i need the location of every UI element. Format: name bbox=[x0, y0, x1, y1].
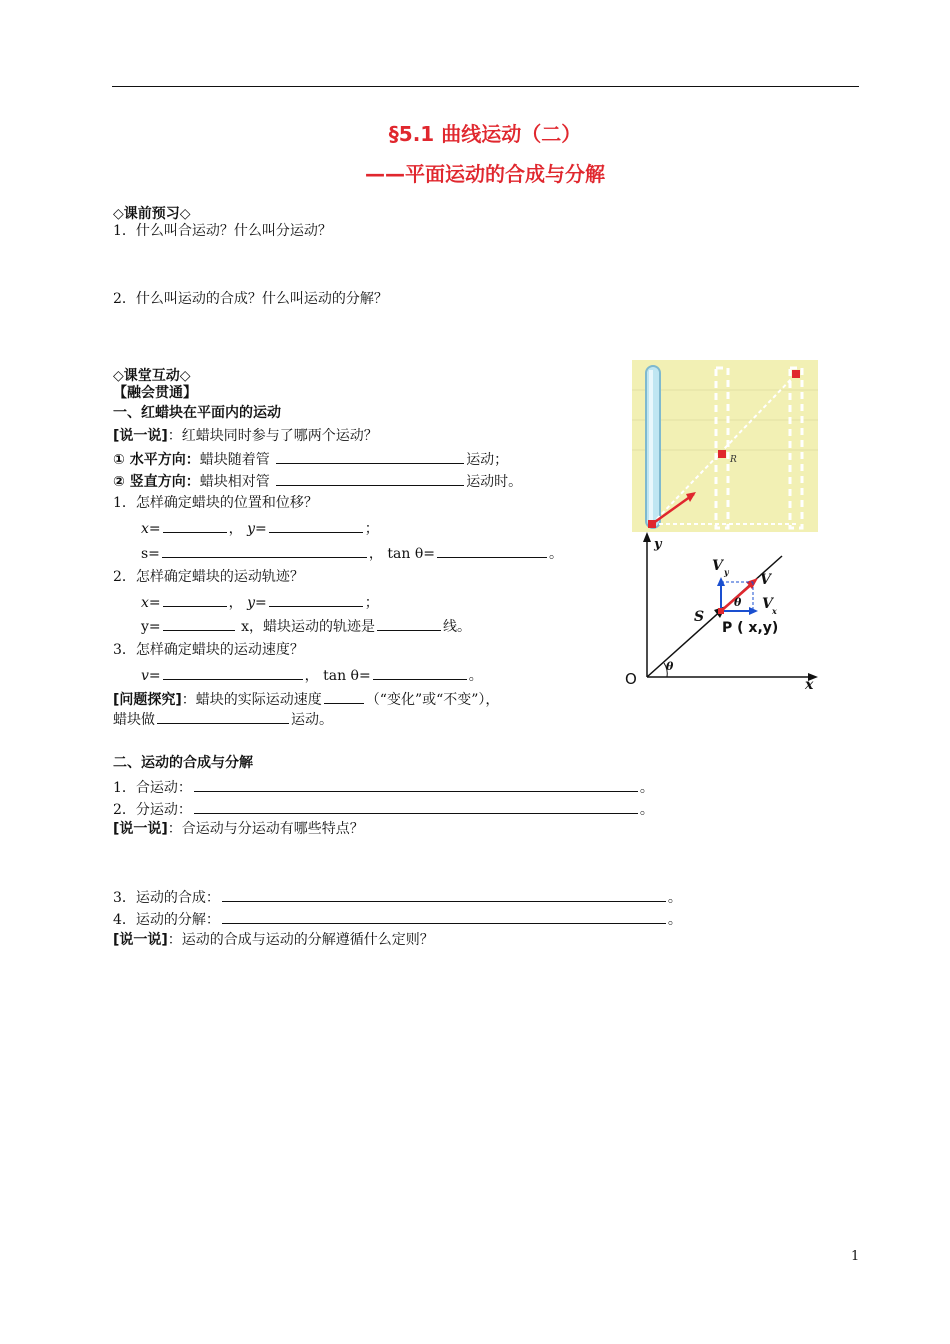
preview-q2: 2．什么叫运动的合成？什么叫运动的分解？ bbox=[113, 291, 388, 307]
say2-line bbox=[113, 820, 364, 838]
say3-text: ：运动的合成与运动的分解遵循什么定则？ bbox=[167, 932, 434, 948]
q3-v-label: v= bbox=[141, 668, 161, 684]
horizontal-text: 蜡块随着管 bbox=[199, 452, 270, 468]
q1-y-blank[interactable] bbox=[269, 518, 363, 533]
header-rule bbox=[112, 86, 859, 87]
q1-y-label: y= bbox=[247, 521, 267, 537]
q2-xy-line: x= ， y= ； bbox=[141, 592, 379, 612]
say3-line bbox=[113, 931, 434, 949]
vertical-direction-line bbox=[113, 471, 522, 491]
preview-q1: 1．什么叫合运动？什么叫分运动？ bbox=[113, 223, 332, 239]
explore-blank[interactable] bbox=[324, 689, 364, 704]
classroom-heading: ◇课堂互动◇ bbox=[113, 368, 191, 384]
explore-line2 bbox=[113, 709, 333, 729]
q2-path-blank[interactable] bbox=[377, 616, 441, 631]
q2-path-text: x，蜡块运动的轨迹是 bbox=[241, 619, 375, 635]
horizontal-label: ① 水平方向： bbox=[113, 452, 200, 468]
page-subtitle: ——平面运动的合成与分解 bbox=[365, 162, 605, 186]
q3-v-blank[interactable] bbox=[163, 665, 303, 680]
q2-y-label: y= bbox=[247, 595, 267, 611]
figure-label-x: x bbox=[805, 677, 814, 692]
vertical-text: 蜡块相对管 bbox=[199, 474, 270, 490]
say1-tag: [说一说] bbox=[113, 428, 168, 444]
q2-y-blank[interactable] bbox=[269, 592, 363, 607]
say2-tag: [说一说] bbox=[113, 821, 168, 837]
section2-title: 二、运动的合成与分解 bbox=[113, 755, 253, 771]
q2-y2-label: y= bbox=[141, 619, 161, 635]
item1-label: 1．合运动： bbox=[113, 780, 192, 796]
figure-label-s: S bbox=[694, 609, 705, 625]
vertical-end: 运动时。 bbox=[466, 474, 523, 490]
page-number: 1 bbox=[851, 1249, 860, 1264]
say1-line bbox=[113, 427, 378, 445]
figure-label-p: P ( x,y) bbox=[722, 620, 779, 636]
say1-text: ：红蜡块同时参与了哪两个运动？ bbox=[167, 428, 378, 444]
horizontal-end: 运动； bbox=[466, 452, 509, 468]
q1-tan-blank[interactable] bbox=[437, 543, 547, 558]
item2-label: 2．分运动： bbox=[113, 802, 192, 818]
classroom-subheading: 【融会贯通】 bbox=[113, 385, 197, 401]
page-title: §5.1 曲线运动（二） bbox=[388, 122, 582, 146]
figure-label-v: V bbox=[760, 572, 771, 588]
figure-label-origin: O bbox=[625, 670, 637, 688]
section1-title: 一、红蜡块在平面内的运动 bbox=[113, 405, 281, 421]
q2-end: 线。 bbox=[443, 619, 471, 635]
figure-label-vx: V bbox=[762, 596, 773, 612]
explore-line2-blank[interactable] bbox=[157, 709, 289, 724]
figure-label-theta: θ bbox=[666, 660, 674, 673]
horizontal-blank[interactable] bbox=[276, 449, 464, 464]
section2-item4: 4．运动的分解： 。 bbox=[113, 909, 682, 929]
q1-x-blank[interactable] bbox=[163, 518, 227, 533]
vertical-label: ② 竖直方向： bbox=[113, 474, 200, 490]
q1-x-label: x= bbox=[141, 521, 161, 537]
item2-blank[interactable] bbox=[194, 799, 638, 814]
item1-blank[interactable] bbox=[194, 777, 638, 792]
q1-tan-label: tan θ= bbox=[387, 546, 435, 562]
section2-item2: 2．分运动： 。 bbox=[113, 799, 654, 819]
explore-line bbox=[113, 689, 499, 709]
item3-blank[interactable] bbox=[222, 887, 666, 902]
item3-label: 3．运动的合成： bbox=[113, 890, 220, 906]
explore-line2-end: 运动。 bbox=[291, 712, 333, 728]
q1-xy-line: x= ， y= ； bbox=[141, 518, 379, 538]
say2-text: ：合运动与分运动有哪些特点？ bbox=[167, 821, 364, 837]
figure-label-r: R bbox=[730, 455, 737, 465]
wax-block-tube-illustration bbox=[632, 360, 818, 532]
figure-label-y: y bbox=[654, 537, 662, 552]
q2-path-line bbox=[141, 616, 471, 636]
figure-label-vy: V bbox=[712, 558, 723, 574]
q3-tan-blank[interactable] bbox=[373, 665, 467, 680]
q2-trajectory: 2．怎样确定蜡块的运动轨迹？ bbox=[113, 569, 304, 585]
say3-tag: [说一说] bbox=[113, 932, 168, 948]
figure-label-theta-small: θ bbox=[734, 596, 742, 609]
vertical-blank[interactable] bbox=[276, 471, 464, 486]
figure-label-vy-sub: y bbox=[724, 567, 729, 577]
explore-tag: [问题探究] bbox=[113, 692, 182, 708]
explore-options: （“变化”或“不变”）， bbox=[365, 692, 500, 708]
q2-x-blank[interactable] bbox=[163, 592, 227, 607]
q3-velocity: 3．怎样确定蜡块的运动速度？ bbox=[113, 642, 304, 658]
q1-position: 1．怎样确定蜡块的位置和位移？ bbox=[113, 495, 318, 511]
q3-v-line: v= ， tan θ= 。 bbox=[141, 665, 483, 685]
figure-label-vx-sub: x bbox=[772, 606, 777, 616]
section2-item3: 3．运动的合成： 。 bbox=[113, 887, 682, 907]
q1-s-label: s= bbox=[141, 546, 160, 562]
explore-line2-text: 蜡块做 bbox=[113, 712, 155, 728]
q3-tan-label: tan θ= bbox=[323, 668, 371, 684]
preview-heading: ◇课前预习◇ bbox=[113, 206, 191, 222]
explore-text: ：蜡块的实际运动速度 bbox=[181, 692, 322, 708]
item4-blank[interactable] bbox=[222, 909, 666, 924]
horizontal-direction-line bbox=[113, 449, 508, 469]
q1-s-blank[interactable] bbox=[162, 543, 367, 558]
vector-diagram bbox=[622, 532, 822, 692]
q1-s-line: s= ， tan θ= 。 bbox=[141, 543, 563, 563]
q2-x-label: x= bbox=[141, 595, 161, 611]
item4-label: 4．运动的分解： bbox=[113, 912, 220, 928]
section2-item1: 1．合运动： 。 bbox=[113, 777, 654, 797]
q2-y2-blank[interactable] bbox=[163, 616, 235, 631]
